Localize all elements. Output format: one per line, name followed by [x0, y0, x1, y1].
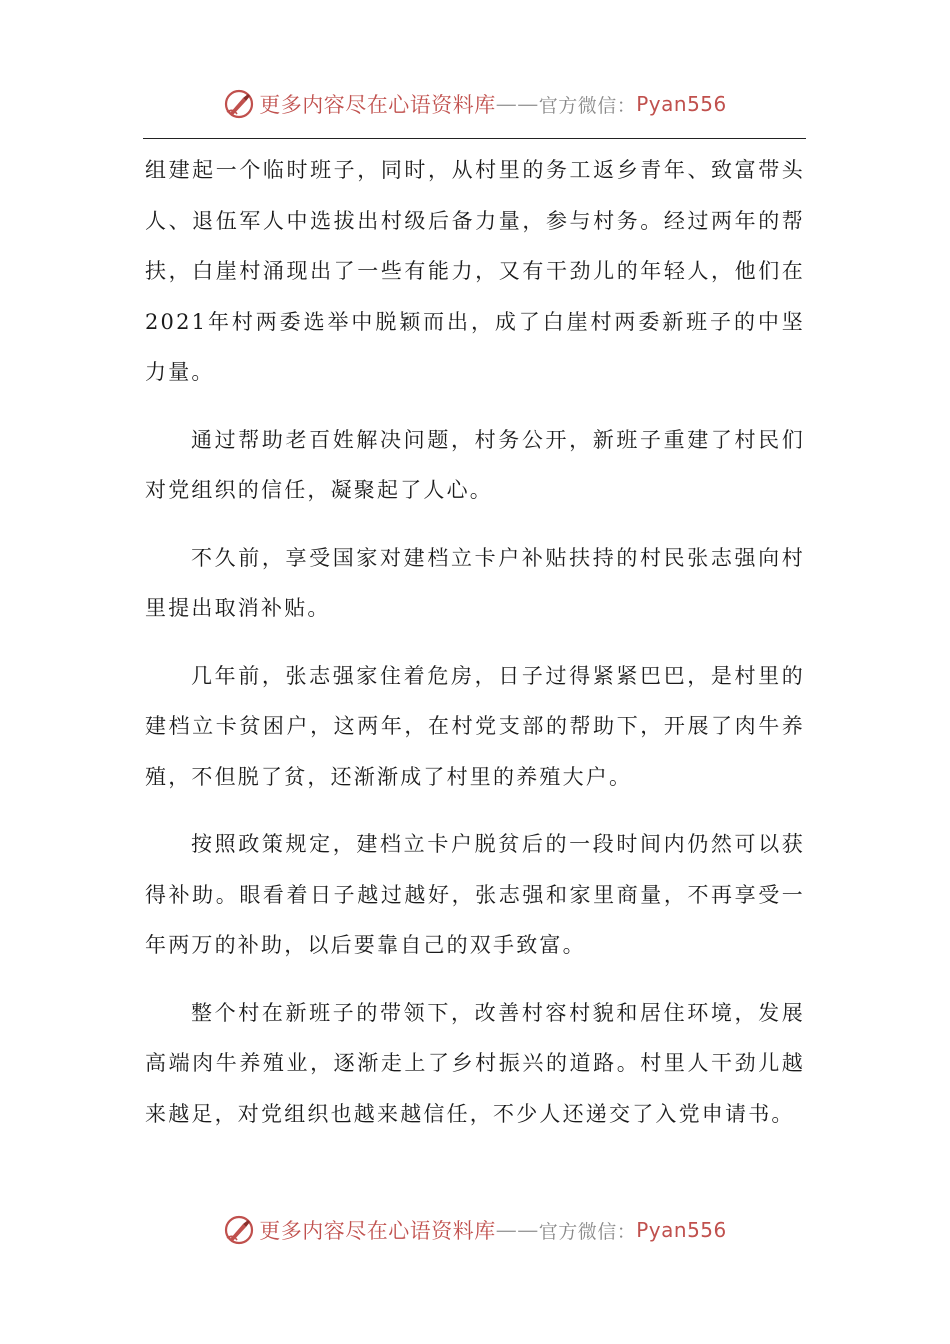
- banner-dash: ——: [495, 92, 539, 116]
- paragraph: 按照政策规定，建档立卡户脱贫后的一段时间内仍然可以获得补助。眼看着日子越过越好，张志强和家里商量，不再享受一年两万的补助，以后要靠自己的双手致富。: [145, 832, 805, 957]
- banner-wechat-label: 官方微信：: [538, 94, 637, 117]
- pen-logo-icon: [223, 88, 255, 120]
- banner-wechat-id: Pyan556: [636, 1218, 727, 1242]
- footer-banner: [0, 1210, 950, 1250]
- banner-site-text: 更多内容尽在心语资料库: [259, 93, 496, 117]
- paragraph: 不久前，享受国家对建档立卡户补贴扶持的村民张志强向村里提出取消补贴。: [145, 545, 805, 620]
- banner-dash: ——: [495, 1218, 539, 1242]
- banner-site-text: 更多内容尽在心语资料库: [259, 1219, 496, 1243]
- header-banner: [0, 84, 950, 124]
- article-body: [145, 145, 805, 1156]
- header-divider: [143, 138, 806, 139]
- paragraph: 通过帮助老百姓解决问题，村务公开，新班子重建了村民们对党组织的信任，凝聚起了人心。: [145, 427, 805, 502]
- pen-logo-icon: [223, 1214, 255, 1246]
- paragraph: 几年前，张志强家住着危房，日子过得紧紧巴巴，是村里的建档立卡贫困户，这两年，在村党支部的帮助下，开展了肉牛养殖，不但脱了贫，还渐渐成了村里的养殖大户。: [145, 663, 805, 789]
- paragraph: 组建起一个临时班子，同时，从村里的务工返乡青年、致富带头人、退伍军人中选拔出村级后备力量，参与村务。经过两年的帮扶，白崖村涌现出了一些有能力，又有干劲儿的年轻人，他们在2021年村两委选举中脱颖而出，成了白崖村两委新班子的中坚力量。: [145, 158, 805, 384]
- paragraph: 整个村在新班子的带领下，改善村容村貌和居住环境，发展高端肉牛养殖业，逐渐走上了乡村振兴的道路。村里人干劲儿越来越足，对党组织也越来越信任，不少人还递交了入党申请书。: [145, 1000, 805, 1126]
- banner-wechat-label: 官方微信：: [538, 1220, 637, 1243]
- banner-wechat-id: Pyan556: [636, 92, 727, 116]
